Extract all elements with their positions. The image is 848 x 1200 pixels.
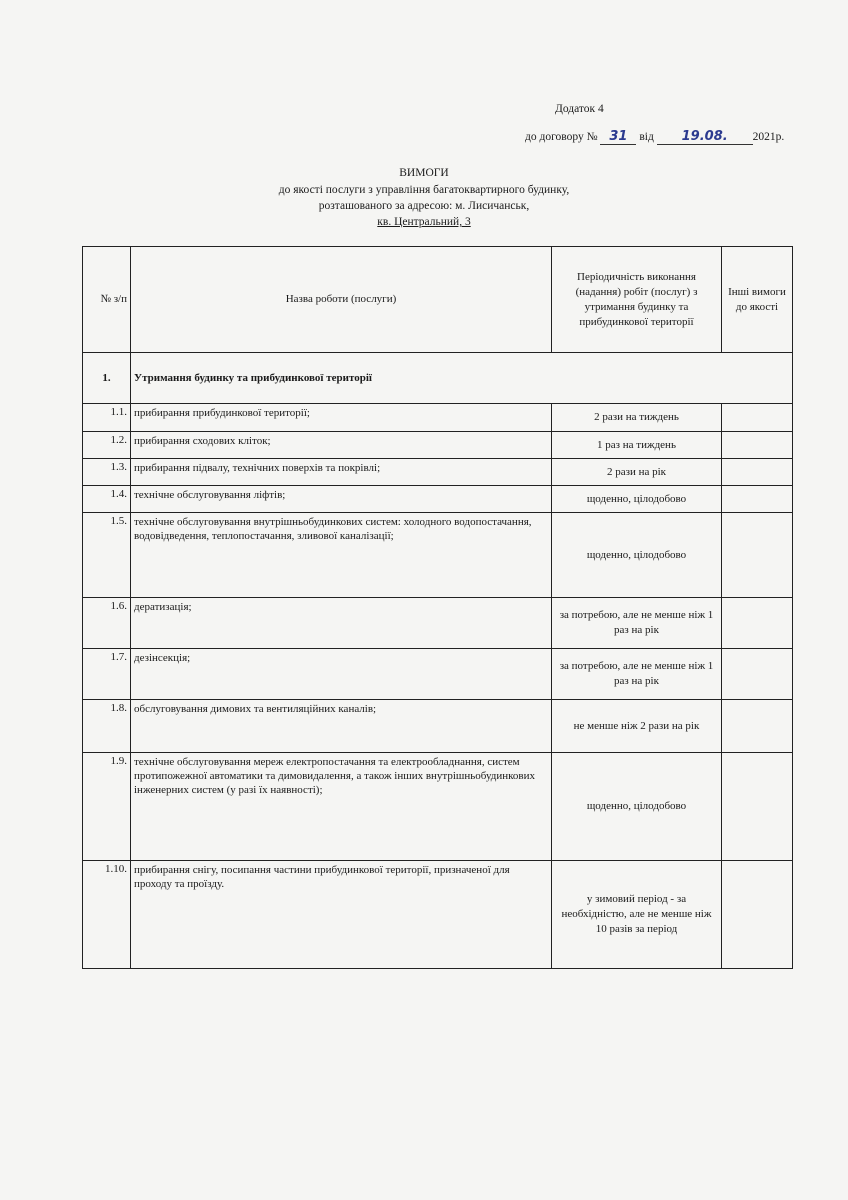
section-num: 1.	[83, 353, 131, 404]
row-name: дезінсекція;	[131, 649, 552, 700]
row-name: прибирання сходових кліток;	[131, 432, 552, 459]
table-row	[83, 598, 793, 649]
row-name: технічне обслуговування внутрішньобудинкових систем: холодного водопостачання, водовідведення, теплопостачання, зливової каналізації;	[131, 513, 552, 598]
row-frequency: 2 рази на рік	[552, 459, 722, 486]
row-num: 1.9.	[83, 753, 131, 861]
section-row	[83, 353, 793, 404]
contract-date: 19.08.	[657, 129, 753, 145]
table-row	[83, 486, 793, 513]
row-other	[722, 486, 793, 513]
contract-number: 31	[600, 129, 636, 145]
document-subtitle-line1: до якості послуги з управління багатоквартирного будинку,	[278, 184, 570, 196]
row-name: прибирання снігу, посипання частини прибудинкової території, призначеної для проходу та проїзду.	[131, 861, 552, 969]
date-prefix: від	[639, 131, 654, 143]
document-subtitle-line2: розташованого за адресою: м. Лисичанськ,	[318, 200, 530, 212]
row-num: 1.6.	[83, 598, 131, 649]
row-other	[722, 861, 793, 969]
row-other	[722, 459, 793, 486]
section-title: Утримання будинку та прибудинкової території	[131, 353, 793, 404]
table-row	[83, 861, 793, 969]
table-row	[83, 432, 793, 459]
row-name: прибирання прибудинкової території;	[131, 404, 552, 432]
row-num: 1.4.	[83, 486, 131, 513]
row-frequency: щоденно, цілодобово	[552, 753, 722, 861]
table-row	[83, 513, 793, 598]
row-frequency: не менше ніж 2 рази на рік	[552, 700, 722, 753]
row-num: 1.1.	[83, 404, 131, 432]
header-name: Назва роботи (послуги)	[131, 247, 552, 353]
addendum-label: Додаток 4	[555, 103, 604, 115]
header-other: Інші вимоги до якості	[722, 247, 793, 353]
contract-prefix: до договору №	[525, 131, 598, 143]
table-row	[83, 649, 793, 700]
row-frequency: за потребою, але не менше ніж 1 раз на рік	[552, 598, 722, 649]
year-suffix: 2021р.	[752, 131, 785, 143]
row-other	[722, 513, 793, 598]
document-title: ВИМОГИ	[399, 167, 449, 179]
row-frequency: за потребою, але не менше ніж 1 раз на рік	[552, 649, 722, 700]
row-other	[722, 598, 793, 649]
table-row	[83, 404, 793, 432]
row-name: обслуговування димових та вентиляційних каналів;	[131, 700, 552, 753]
row-other	[722, 700, 793, 753]
row-frequency: 2 рази на тиждень	[552, 404, 722, 432]
row-name: прибирання підвалу, технічних поверхів та покрівлі;	[131, 459, 552, 486]
row-frequency: у зимовий період - за необхідністю, але не менше ніж 10 разів за період	[552, 861, 722, 969]
row-other	[722, 404, 793, 432]
contract-reference	[525, 129, 784, 145]
requirements-table	[82, 246, 793, 969]
table-row	[83, 753, 793, 861]
row-num: 1.7.	[83, 649, 131, 700]
row-other	[722, 432, 793, 459]
header-frequency: Періодичність виконання (надання) робіт (послуг) з утримання будинку та прибудинкової території	[552, 247, 722, 353]
document-subtitle-address: кв. Центральний, 3	[377, 216, 471, 228]
row-other	[722, 649, 793, 700]
row-name: дератизація;	[131, 598, 552, 649]
row-frequency: щоденно, цілодобово	[552, 513, 722, 598]
row-frequency: 1 раз на тиждень	[552, 432, 722, 459]
row-name: технічне обслуговування мереж електропостачання та електрообладнання, систем протипожежної автоматики та димовидалення, а також інших внутрішньобудинкових інженерних систем (у разі їх наявності);	[131, 753, 552, 861]
header-num: № з/п	[83, 247, 131, 353]
row-num: 1.8.	[83, 700, 131, 753]
row-num: 1.10.	[83, 861, 131, 969]
row-num: 1.2.	[83, 432, 131, 459]
row-num: 1.5.	[83, 513, 131, 598]
row-name: технічне обслуговування ліфтів;	[131, 486, 552, 513]
table-row	[83, 459, 793, 486]
row-num: 1.3.	[83, 459, 131, 486]
table-row	[83, 700, 793, 753]
table-header-row	[83, 247, 793, 353]
row-frequency: щоденно, цілодобово	[552, 486, 722, 513]
row-other	[722, 753, 793, 861]
